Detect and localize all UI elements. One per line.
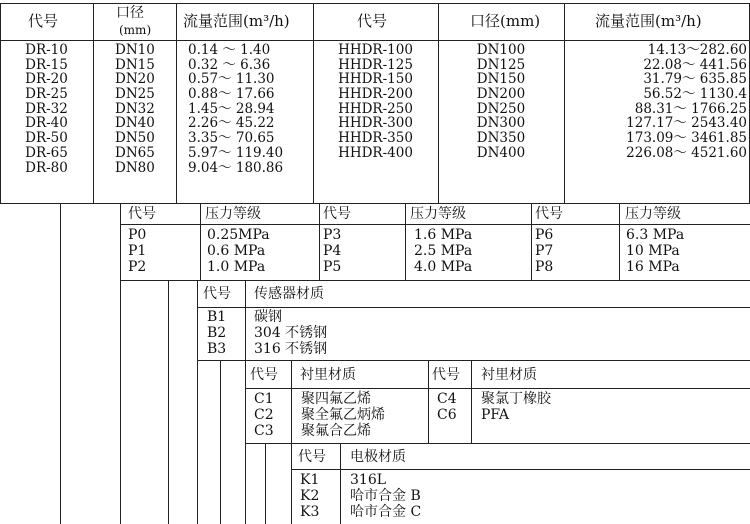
list-item: 哈市合金 B xyxy=(350,488,421,504)
header-code-left: 代号 xyxy=(28,12,59,30)
header-code-right: 代号 xyxy=(357,12,388,30)
bores-small xyxy=(115,43,155,175)
list-item: 哈市合金 C xyxy=(350,504,422,520)
sensor-materials xyxy=(254,309,327,357)
header-bore-left: 口径 xyxy=(116,5,144,21)
list-item: DN15 xyxy=(115,56,155,73)
list-item: HHDR-200 xyxy=(338,86,413,103)
electrode-codes xyxy=(300,472,319,520)
pressure-code-header-1: 代号 xyxy=(128,206,156,222)
list-item: DR-40 xyxy=(25,115,68,132)
list-item: DN250 xyxy=(476,100,526,117)
pressure-codes-1 xyxy=(128,227,146,275)
pressure-codes-2 xyxy=(323,227,341,275)
list-item: 14.13～282.60 xyxy=(647,42,747,58)
list-item: 0.14 ～ 1.40 xyxy=(188,42,271,58)
list-item: P3 xyxy=(323,227,342,243)
lining-code-header-2: 代号 xyxy=(432,367,460,383)
list-item: B3 xyxy=(207,341,227,357)
flows-small xyxy=(188,43,283,175)
list-item: 173.09～ 3461.85 xyxy=(626,130,747,147)
list-item: 10 MPa xyxy=(626,243,680,259)
list-item: C6 xyxy=(437,407,457,423)
list-item: K3 xyxy=(300,504,320,520)
list-item: 304 不锈钢 xyxy=(254,325,328,341)
list-item: HHDR-300 xyxy=(338,115,413,132)
list-item: DN32 xyxy=(115,100,155,117)
list-item: HHDR-100 xyxy=(338,42,413,58)
list-item: P0 xyxy=(128,227,147,243)
list-item: 0.6 MPa xyxy=(207,243,266,259)
list-item: 聚四氟乙烯 xyxy=(301,391,371,407)
list-item: DN350 xyxy=(476,130,526,147)
list-item: 2.5 MPa xyxy=(414,243,473,259)
list-item: 4.0 MPa xyxy=(414,259,473,275)
list-item: 聚氯丁橡胶 xyxy=(481,391,551,407)
list-item: DN80 xyxy=(115,159,155,176)
list-item: P1 xyxy=(128,243,147,259)
electrode-materials xyxy=(350,472,421,520)
electrode-code-header: 代号 xyxy=(298,449,326,465)
list-item: DR-15 xyxy=(25,56,68,73)
list-item: P2 xyxy=(128,259,147,275)
list-item: DN25 xyxy=(115,86,155,103)
list-item: DN100 xyxy=(476,42,526,58)
list-item: 9.04～ 180.86 xyxy=(188,159,284,176)
lining-code-header-1: 代号 xyxy=(250,367,278,383)
list-item: 0.32 ～ 6.36 xyxy=(188,56,271,73)
header-bore-unit: (mm) xyxy=(119,23,152,37)
pressure-values-2 xyxy=(414,227,472,275)
list-item: 6.3 MPa xyxy=(626,227,685,243)
lining-material-header-2: 衬里材质 xyxy=(481,367,537,383)
pressure-code-header-3: 代号 xyxy=(535,206,563,222)
list-item: C2 xyxy=(254,407,274,423)
list-item: P5 xyxy=(323,259,342,275)
list-item: HHDR-125 xyxy=(338,56,413,73)
list-item: HHDR-150 xyxy=(338,71,413,88)
list-item: B2 xyxy=(207,325,227,341)
list-item: HHDR-350 xyxy=(338,130,413,147)
list-item: 316L xyxy=(350,472,387,488)
list-item: 3.35～ 70.65 xyxy=(188,130,275,147)
sensor-codes xyxy=(207,309,226,357)
list-item: P6 xyxy=(535,227,554,243)
list-item: DN50 xyxy=(115,130,155,147)
pressure-grade-header-1: 压力等级 xyxy=(205,206,261,222)
list-item: 226.08～ 4521.60 xyxy=(626,144,747,161)
list-item: DN40 xyxy=(115,115,155,132)
model-codes-small xyxy=(0,43,93,175)
list-item: 316 不锈钢 xyxy=(254,341,328,357)
pressure-grade-header-2: 压力等级 xyxy=(410,206,466,222)
list-item: DR-65 xyxy=(25,144,68,161)
list-item: 22.08～ 441.56 xyxy=(643,56,747,73)
lining-codes-2 xyxy=(437,391,457,423)
list-item: DN200 xyxy=(476,86,526,103)
list-item: P4 xyxy=(323,243,342,259)
list-item: DN65 xyxy=(115,144,155,161)
list-item: DN150 xyxy=(476,71,526,88)
list-item: C3 xyxy=(254,423,274,439)
list-item: DN10 xyxy=(115,42,155,58)
list-item: 1.45～ 28.94 xyxy=(188,100,275,117)
list-item: PFA xyxy=(481,407,510,423)
list-item: 16 MPa xyxy=(626,259,680,275)
list-item: HHDR-400 xyxy=(338,144,413,161)
list-item: 碳钢 xyxy=(254,309,282,325)
sensor-material-header: 传感器材质 xyxy=(254,286,324,302)
list-item: 31.79～ 635.85 xyxy=(643,71,747,88)
list-item: K2 xyxy=(300,488,320,504)
list-item: 聚氟合乙烯 xyxy=(301,423,371,439)
list-item: 2.26～ 45.22 xyxy=(188,115,275,132)
list-item: 1.0 MPa xyxy=(207,259,266,275)
list-item: K1 xyxy=(300,472,320,488)
list-item: DN400 xyxy=(476,144,526,161)
list-item: 0.88～ 17.66 xyxy=(188,86,275,103)
electrode-material-header: 电极材质 xyxy=(350,449,406,465)
header-bore-right: 口径(mm) xyxy=(470,12,541,30)
pressure-code-header-2: 代号 xyxy=(323,206,351,222)
list-item: DR-80 xyxy=(25,159,68,176)
list-item: DR-32 xyxy=(25,100,68,117)
pressure-values-3 xyxy=(626,227,684,275)
list-item: C4 xyxy=(437,391,457,407)
lining-materials-2 xyxy=(481,391,551,423)
list-item: B1 xyxy=(207,309,227,325)
list-item: DN20 xyxy=(115,71,155,88)
list-item: DR-10 xyxy=(25,42,68,58)
lining-codes-1 xyxy=(254,391,274,439)
list-item: HHDR-250 xyxy=(338,100,413,117)
list-item: DN300 xyxy=(476,115,526,132)
sensor-code-header: 代号 xyxy=(203,286,231,302)
list-item: 5.97～ 119.40 xyxy=(188,144,284,161)
list-item: 0.25MPa xyxy=(207,227,270,243)
list-item: DN125 xyxy=(476,56,526,73)
lining-materials-1 xyxy=(301,391,385,439)
list-item: 127.17～ 2543.40 xyxy=(626,115,747,132)
list-item: DR-50 xyxy=(25,130,68,147)
pressure-values-1 xyxy=(207,227,270,275)
list-item: 56.52～ 1130.4 xyxy=(643,86,747,103)
list-item: 0.57～ 11.30 xyxy=(188,71,275,88)
pressure-grade-header-3: 压力等级 xyxy=(625,206,681,222)
header-flow-left: 流量范围(m³/h) xyxy=(183,12,290,30)
header-flow-right: 流量范围(m³/h) xyxy=(595,12,702,30)
list-item: 1.6 MPa xyxy=(414,227,473,243)
list-item: 聚全氟乙炳烯 xyxy=(301,407,385,423)
model-codes-large xyxy=(313,43,438,161)
bores-large xyxy=(438,43,564,161)
list-item: 88.31～ 1766.25 xyxy=(634,100,747,117)
flows-large xyxy=(564,43,747,161)
list-item: DR-25 xyxy=(25,86,68,103)
list-item: P8 xyxy=(535,259,554,275)
list-item: DR-20 xyxy=(25,71,68,88)
lining-material-header-1: 衬里材质 xyxy=(300,367,356,383)
pressure-codes-3 xyxy=(535,227,553,275)
list-item: P7 xyxy=(535,243,554,259)
list-item: C1 xyxy=(254,391,274,407)
